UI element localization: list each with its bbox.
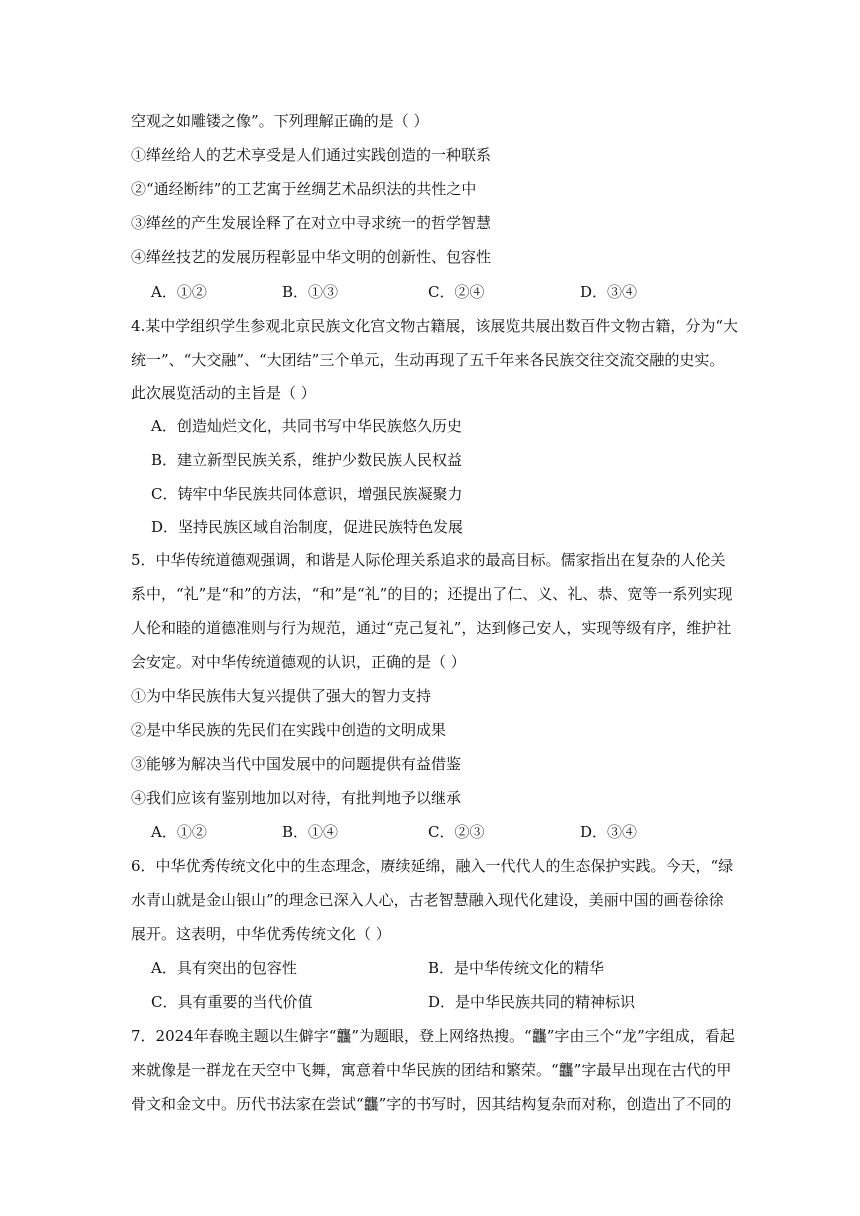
q3-statement-3: ③缂丝的产生发展诠释了在对立中寻求统一的哲学智慧 — [131, 214, 492, 232]
q6-stem-line-3: 展开。这表明，中华优秀传统文化（ ） — [131, 925, 391, 943]
q7-stem-line-3: 骨文和金文中。历代书法家在尝试“龘”字的书写时，因其结构复杂而对称，创造出了不同的 — [131, 1095, 732, 1113]
q5-stem-line-1: 5．中华传统道德观强调，和谐是人际伦理关系追求的最高目标。儒家指出在复杂的人伦关 — [131, 551, 726, 569]
q4-option-c[interactable]: C．铸牢中华民族共同体意识，增强民族凝聚力 — [151, 485, 463, 503]
q5-stem-line-2: 系中，“礼”是“和”的方法，“和”是“礼”的目的；还提出了仁、义、礼、恭、宽等一系列实现 — [131, 585, 733, 603]
q6-stem-line-1: 6．中华优秀传统文化中的生态理念，赓续延绵，融入一代代人的生态保护实践。今天，“绿 — [131, 857, 734, 875]
q7-stem-line-1: 7．2024年春晚主题以生僻字“龘”为题眼，登上网络热搜。“龘”字由三个“龙”字组成，看起 — [131, 1027, 735, 1045]
q4-option-b[interactable]: B．建立新型民族关系，维护少数民族人民权益 — [151, 451, 463, 469]
q6-option-d[interactable]: D．是中华民族共同的精神标识 — [428, 993, 636, 1011]
q5-option-a[interactable]: A．①② — [151, 823, 207, 841]
q3-option-d[interactable]: D．③④ — [580, 283, 638, 301]
q5-statement-1: ①为中华民族伟大复兴提供了强大的智力支持 — [131, 687, 432, 705]
q5-option-b[interactable]: B．①④ — [282, 823, 339, 841]
q6-option-a[interactable]: A．具有突出的包容性 — [151, 959, 297, 977]
q3-option-c[interactable]: C．②④ — [428, 283, 485, 301]
q4-option-d[interactable]: D．坚持民族区域自治制度，促进民族特色发展 — [151, 518, 464, 536]
q5-statement-3: ③能够为解决当代中国发展中的问题提供有益借鉴 — [131, 755, 462, 773]
q6-stem-line-2: 水青山就是金山银山”的理念已深入人心，古老智慧融入现代化建设，美丽中国的画卷徐徐 — [131, 891, 724, 909]
q4-stem-line-3: 此次展览活动的主旨是（ ） — [131, 384, 316, 402]
q3-statement-2: ②“通经断纬”的工艺寓于丝绸艺术品织法的共性之中 — [131, 180, 477, 198]
q3-option-a[interactable]: A．①② — [151, 283, 207, 301]
q6-option-b[interactable]: B．是中华传统文化的精华 — [428, 959, 605, 977]
q3-option-b[interactable]: B．①③ — [282, 283, 339, 301]
q4-option-a[interactable]: A．创造灿烂文化，共同书写中华民族悠久历史 — [151, 417, 462, 435]
q5-statement-2: ②是中华民族的先民们在实践中创造的文明成果 — [131, 721, 447, 739]
q5-stem-line-4: 会安定。对中华传统道德观的认识，正确的是（ ） — [131, 653, 466, 671]
q5-stem-line-3: 人伦和睦的道德准则与行为规范，通过“克己复礼”，达到修己安人，实现等级有序，维护社 — [131, 619, 732, 637]
q4-stem-line-2: 统一”、“大交融”、“大团结”三个单元，生动再现了五千年来各民族交往交流交融的史实。 — [131, 351, 725, 369]
q3-statement-1: ①缂丝给人的艺术享受是人们通过实践创造的一种联系 — [131, 146, 492, 164]
q5-statement-4: ④我们应该有鉴别地加以对待，有批判地予以继承 — [131, 789, 462, 807]
q3-stem-tail: 空观之如雕镂之像”。下列理解正确的是（ ） — [131, 112, 429, 130]
q4-stem-line-1: 4.某中学组织学生参观北京民族文化宫文物古籍展，该展览共展出数百件文物古籍，分为“大 — [131, 317, 738, 335]
q3-statement-4: ④缂丝技艺的发展历程彰显中华文明的创新性、包容性 — [131, 248, 492, 266]
q7-stem-line-2: 来就像是一群龙在天空中飞舞，寓意着中华民族的团结和繁荣。“龘”字最早出现在古代的甲 — [131, 1061, 732, 1079]
q5-option-c[interactable]: C．②③ — [428, 823, 485, 841]
q6-option-c[interactable]: C．具有重要的当代价值 — [151, 993, 313, 1011]
q5-option-d[interactable]: D．③④ — [580, 823, 638, 841]
